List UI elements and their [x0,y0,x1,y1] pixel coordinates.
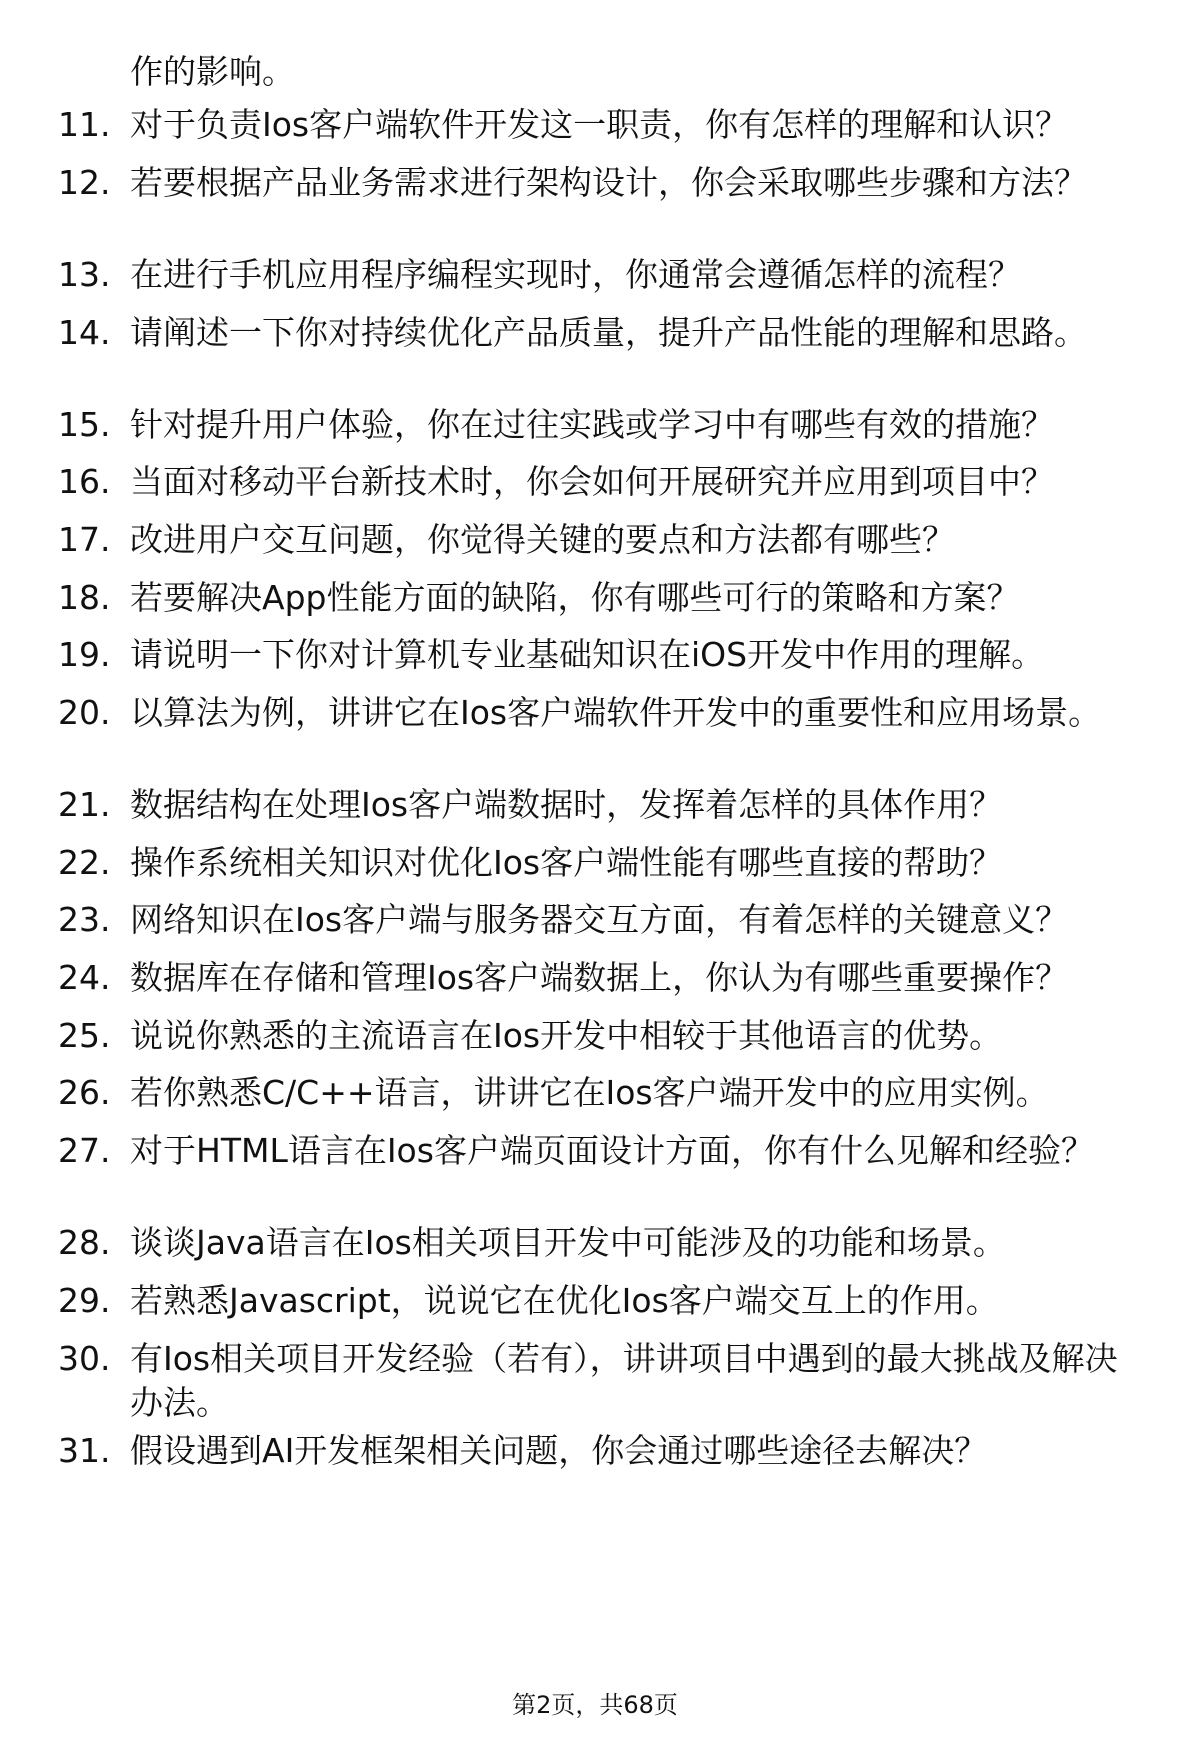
question-text: 以算法为例，讲讲它在Ios客户端软件开发中的重要性和应用场景。 [130,693,1102,732]
question-number: 15. [58,405,111,444]
question-number: 31. [58,1431,111,1470]
question-number: 27. [58,1131,111,1170]
question-number: 14. [58,313,111,352]
question-text: 操作系统相关知识对优化Ios客户端性能有哪些直接的帮助？ [130,843,1003,882]
question-text: 说说你熟悉的主流语言在Ios开发中相较于其他语言的优势。 [130,1016,1003,1055]
question-number: 24. [58,958,111,997]
page-footer: 第2页，共68页 [512,1691,678,1719]
question-number: 26. [58,1073,111,1112]
question-text: 对于负责Ios客户端软件开发这一职责，你有怎样的理解和认识？ [130,105,1069,144]
question-text: 请阐述一下你对持续优化产品质量，提升产品性能的理解和思路。 [130,313,1087,352]
question-text: 有Ios相关项目开发经验（若有），讲讲项目中遇到的最大挑战及解决办法。 [130,1339,1118,1422]
question-number: 28. [58,1223,111,1262]
question-number: 18. [58,578,111,617]
question-text: 当面对移动平台新技术时，你会如何开展研究并应用到项目中？ [130,462,1054,501]
question-number: 22. [58,843,111,882]
question-text: 假设遇到AI开发框架相关问题，你会通过哪些途径去解决？ [130,1431,988,1470]
question-number: 21. [58,785,111,824]
question-number: 17. [58,520,111,559]
question-text: 若你熟悉C/C++语言，讲讲它在Ios客户端开发中的应用实例。 [130,1073,1049,1112]
question-text: 若要解决App性能方面的缺陷，你有哪些可行的策略和方案？ [130,578,1020,617]
question-number: 11. [58,105,111,144]
question-number: 23. [58,900,111,939]
question-text: 对于HTML语言在Ios客户端页面设计方面，你有什么见解和经验？ [130,1131,1094,1170]
question-text: 网络知识在Ios客户端与服务器交互方面，有着怎样的关键意义？ [130,900,1069,939]
question-text: 若要根据产品业务需求进行架构设计，你会采取哪些步骤和方法？ [130,163,1087,202]
question-number: 20. [58,693,111,732]
question-number: 19. [58,635,111,674]
question-text: 针对提升用户体验，你在过往实践或学习中有哪些有效的措施？ [130,405,1054,444]
question-number: 25. [58,1016,111,1055]
question-number: 30. [58,1339,111,1378]
question-text: 谈谈Java语言在Ios相关项目开发中可能涉及的功能和场景。 [130,1223,1006,1262]
question-number: 12. [58,163,111,202]
question-text: 数据结构在处理Ios客户端数据时，发挥着怎样的具体作用？ [130,785,1003,824]
question-text: 若熟悉Javascript，说说它在优化Ios客户端交互上的作用。 [130,1281,999,1320]
question-text: 在进行手机应用程序编程实现时，你通常会遵循怎样的流程？ [130,255,1021,294]
question-number: 13. [58,255,111,294]
question-number: 29. [58,1281,111,1320]
question-text: 数据库在存储和管理Ios客户端数据上，你认为有哪些重要操作？ [130,958,1069,997]
question-text: 改进用户交互问题，你觉得关键的要点和方法都有哪些？ [130,520,955,559]
question-number: 16. [58,462,111,501]
continuation-text: 作的影响。 [130,52,295,91]
question-text: 请说明一下你对计算机专业基础知识在iOS开发中作用的理解。 [130,635,1045,674]
